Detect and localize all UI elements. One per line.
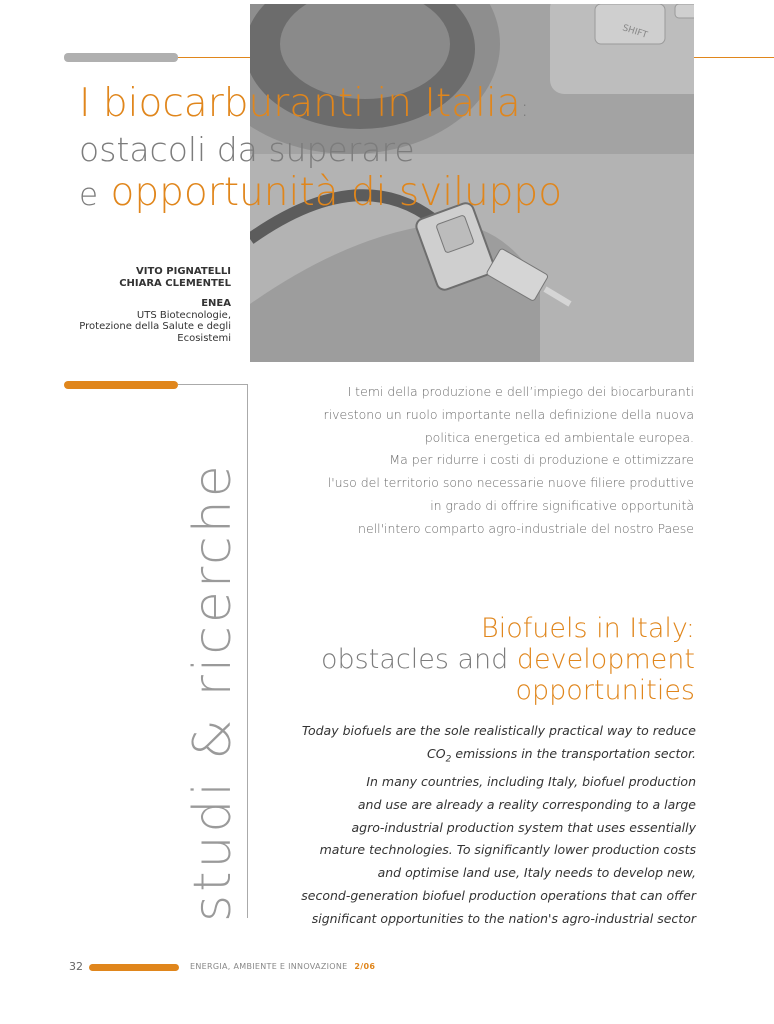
journal-title: ENERGIA, AMBIENTE E INNOVAZIONE — [190, 962, 348, 971]
abstract-line: politica energetica ed ambientale europea. — [424, 429, 694, 445]
abstract-line: Ma per ridurre i costi di produzione e ottimizzare — [389, 452, 694, 468]
main-title-text: I biocarburanti in Italia — [79, 81, 521, 126]
author-name: VITO PIGNATELLI — [136, 266, 231, 277]
author-affiliation: Protezione della Salute e degli — [79, 321, 231, 332]
main-title-colon: : — [520, 94, 529, 122]
abstract-english — [276, 720, 696, 931]
top-left-rule — [178, 57, 250, 58]
english-title-line-3: opportunities — [515, 675, 695, 706]
section-grey-rule — [178, 384, 248, 385]
main-title-line-2: ostacoli da superare — [79, 130, 415, 169]
co2-text: CO — [427, 745, 446, 761]
author-block — [79, 266, 231, 344]
main-title-line-3 — [79, 170, 562, 218]
journal-name — [190, 962, 375, 971]
abstract-line: in grado di offrire significative opportunità — [430, 497, 694, 513]
abstract-line: second-generation biofuel production operations that can offer — [301, 888, 696, 904]
english-title-line-1: Biofuels in Italy: — [481, 613, 695, 644]
abstract-line: In many countries, including Italy, biofuel production — [366, 774, 696, 790]
abstract-line: Today biofuels are the sole realistically practical way to reduce — [301, 723, 696, 738]
co2-subscript: 2 — [445, 754, 452, 765]
svg-text:SHIFT: SHIFT — [621, 23, 649, 41]
author-affiliation: Ecosistemi — [177, 332, 231, 344]
abstract-line: significant opportunities to the nation's agro-industrial sector — [311, 910, 696, 926]
footer-orange-bar — [89, 964, 179, 971]
author-org: ENEA — [201, 298, 231, 309]
main-title-highlight: opportunità di sviluppo — [110, 170, 563, 215]
abstract-line: I temi della produzione e dell’impiego dei biocarburanti — [347, 384, 694, 399]
section-vertical-rule — [247, 384, 248, 918]
top-left-grey-bar — [64, 53, 178, 62]
abstract-line — [276, 743, 696, 771]
abstract-italian — [274, 381, 694, 541]
abstract-line: and optimise land use, Italy needs to develop new, — [377, 865, 696, 881]
abstract-line: nell'intero comparto agro-industriale del nostro Paese — [358, 520, 694, 536]
english-title-prefix: obstacles and — [321, 644, 509, 675]
english-title — [321, 613, 695, 706]
section-orange-bar — [64, 381, 178, 389]
english-title-highlight: development — [516, 644, 695, 675]
page-number: 32 — [69, 960, 83, 973]
abstract-line: rivestono un ruolo importante nella definizione della nuova — [323, 406, 694, 422]
abstract-line: and use are already a reality corresponding to a large — [357, 796, 696, 812]
abstract-line-tail: emissions in the transportation sector. — [451, 745, 696, 761]
journal-issue: 2/06 — [354, 962, 376, 971]
author-name: CHIARA CLEMENTEL — [119, 277, 231, 289]
main-title-line-1 — [79, 82, 529, 130]
top-right-rule — [694, 57, 774, 58]
main-title-prefix: e — [79, 177, 99, 213]
section-label-vertical: studi & ricerche — [183, 462, 243, 922]
abstract-line: mature technologies. To significantly lower production costs — [319, 842, 696, 858]
author-affiliation: UTS Biotecnologie, — [136, 309, 231, 321]
abstract-line: agro-industrial production system that uses essentially — [351, 819, 696, 835]
abstract-line: l'uso del territorio sono necessarie nuove filiere produttive — [327, 475, 694, 491]
